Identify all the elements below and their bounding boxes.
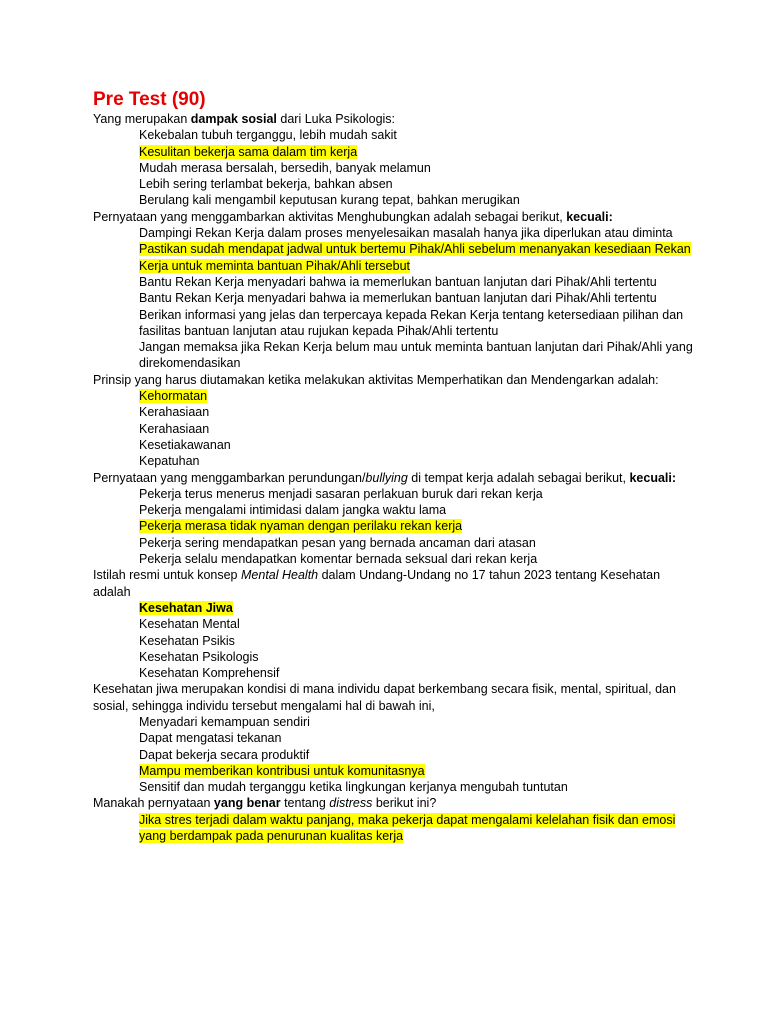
- question-2-options: [93, 225, 693, 372]
- question-7-options: [93, 812, 693, 845]
- question-text: Kesehatan jiwa merupakan kondisi di mana individu dapat berkembang secara fisik, mental, spiritual, dan sosial, sehingga individu tersebut mengalami hal di bawah ini,: [93, 682, 676, 713]
- option-item-answer: [139, 600, 693, 616]
- option-text: Berulang kali mengambil keputusan kurang tepat, bahkan merugikan: [139, 193, 520, 208]
- question-text: dari Luka Psikologis:: [276, 112, 396, 126]
- option-item: [139, 274, 693, 290]
- question-5-options: [93, 600, 693, 681]
- option-item-answer: [139, 388, 693, 404]
- question-5-text: [93, 567, 693, 600]
- option-item: [139, 649, 693, 665]
- question-text: Pernyataan yang menggambarkan aktivitas Menghubungkan adalah sebagai berikut,: [93, 209, 567, 224]
- question-1-text: [93, 111, 693, 127]
- option-text: Kerahasiaan: [139, 421, 210, 436]
- option-text-highlighted: Kesulitan bekerja sama dalam tim kerja: [139, 144, 358, 159]
- option-item: [139, 307, 693, 340]
- option-item: [139, 339, 693, 372]
- option-text: Jangan memaksa jika Rekan Kerja belum mau untuk meminta bantuan lanjutan dari Pihak/Ahli yang direkomendasikan: [139, 340, 693, 371]
- option-text: Kepatuhan: [139, 454, 200, 469]
- option-text: Sensitif dan mudah terganggu ketika lingkungan kerjanya mengubah tuntutan: [139, 780, 568, 795]
- option-item: [139, 551, 693, 567]
- option-text: Bantu Rekan Kerja menyadari bahwa ia memerlukan bantuan lanjutan dari Pihak/Ahli tertentu: [139, 291, 657, 306]
- question-emphasis: distress: [329, 796, 373, 811]
- question-text: Prinsip yang harus diutamakan ketika melakukan aktivitas Memperhatikan dan Mendengarkan adalah:: [93, 372, 659, 387]
- option-text: Pekerja terus menerus menjadi sasaran perlakuan buruk dari rekan kerja: [139, 486, 543, 501]
- option-text: Pekerja selalu mendapatkan komentar bernada seksual dari rekan kerja: [139, 552, 538, 567]
- option-item: [139, 486, 693, 502]
- question-6-options: [93, 714, 693, 795]
- question-text: Pernyataan yang menggambarkan perundungan/: [93, 470, 366, 485]
- option-text: Dapat bekerja secara produktif: [139, 747, 310, 762]
- question-emphasis: dampak sosial: [190, 112, 277, 126]
- option-item: [139, 730, 693, 746]
- question-text: Yang merupakan: [93, 112, 191, 126]
- option-item-answer: [139, 812, 693, 845]
- option-item-answer: [139, 763, 693, 779]
- question-text: Manakah pernyataan: [93, 796, 214, 811]
- option-text-highlighted: Mampu memberikan kontribusi untuk komunitasnya: [139, 763, 425, 778]
- option-item: [139, 290, 693, 306]
- option-item: [139, 747, 693, 763]
- option-item-answer: [139, 144, 693, 160]
- question-text: dalam Undang-Undang no 17 tahun 2023 tentang Kesehatan adalah: [93, 568, 661, 599]
- option-item: [139, 714, 693, 730]
- question-4-text: [93, 470, 693, 486]
- question-emphasis: Mental Health: [241, 568, 319, 583]
- question-7-text: [93, 795, 693, 811]
- option-text-highlighted: Kehormatan: [139, 389, 208, 404]
- option-text: Bantu Rekan Kerja menyadari bahwa ia memerlukan bantuan lanjutan dari Pihak/Ahli tertentu: [139, 274, 657, 289]
- option-text-highlighted: Pekerja merasa tidak nyaman dengan perilaku rekan kerja: [139, 519, 463, 534]
- option-item: [139, 437, 693, 453]
- option-text-highlighted: Pastikan sudah mendapat jadwal untuk bertemu Pihak/Ahli sebelum menanyakan kesediaan Rekan Kerja untuk meminta bantuan Pihak/Ahli tersebut: [139, 242, 691, 273]
- option-item: [139, 160, 693, 176]
- option-item: [139, 633, 693, 649]
- option-text: Pekerja mengalami intimidasi dalam jangka waktu lama: [139, 503, 447, 518]
- question-text: :: [608, 209, 613, 224]
- question-emphasis: bullying: [365, 470, 408, 485]
- option-text: Berikan informasi yang jelas dan terpercaya kepada Rekan Kerja tentang ketersediaan pilihan dan fasilitas bantuan lanjutan atau rujukan kepada Pihak/Ahli tertentu: [139, 307, 684, 338]
- question-text: di tempat kerja adalah sebagai berikut,: [407, 470, 630, 485]
- question-text: tentang: [280, 796, 330, 811]
- option-text: Kesetiakawanan: [139, 437, 231, 452]
- option-item: [139, 176, 693, 192]
- option-item: [139, 453, 693, 469]
- question-text: berikut ini?: [372, 796, 437, 811]
- option-item: [139, 665, 693, 681]
- option-text: Kesehatan Komprehensif: [139, 666, 280, 681]
- option-item: [139, 502, 693, 518]
- question-emphasis: kecuali:: [629, 470, 677, 485]
- option-text: Kerahasiaan: [139, 405, 210, 420]
- option-text-highlighted: Jika stres terjadi dalam waktu panjang, maka pekerja dapat mengalami kelelahan fisik dan emosi yang berdampak pada penurunan kualitas kerja: [139, 812, 676, 844]
- question-text: Istilah resmi untuk konsep: [93, 568, 241, 583]
- option-text: Kesehatan Mental: [139, 617, 240, 632]
- option-item-answer: [139, 518, 693, 534]
- option-item-answer: [139, 241, 693, 274]
- question-6-text: [93, 681, 693, 714]
- page-title: Pre Test (90): [93, 89, 206, 110]
- option-text: Pekerja sering mendapatkan pesan yang bernada ancaman dari atasan: [139, 535, 536, 550]
- option-item: [139, 404, 693, 420]
- question-emphasis: kecuali: [566, 209, 609, 224]
- option-text: Dapat mengatasi tekanan: [139, 731, 282, 746]
- option-item: [139, 535, 693, 551]
- question-3-text: [93, 372, 693, 388]
- option-item: [139, 421, 693, 437]
- option-item: [139, 779, 693, 795]
- option-text: Lebih sering terlambat bekerja, bahkan absen: [139, 177, 393, 192]
- option-text-highlighted: Kesehatan Jiwa: [139, 600, 233, 615]
- option-text: Menyadari kemampuan sendiri: [139, 714, 310, 729]
- option-text: Mudah merasa bersalah, bersedih, banyak melamun: [139, 160, 431, 175]
- question-1-options: [93, 127, 693, 208]
- option-item: [139, 225, 693, 241]
- option-text: Dampingi Rekan Kerja dalam proses menyelesaikan masalah hanya jika diperlukan atau diminta: [139, 226, 673, 241]
- question-3-options: [93, 388, 693, 469]
- question-emphasis: yang benar: [213, 796, 281, 811]
- option-item: [139, 192, 693, 208]
- option-text: Kekebalan tubuh terganggu, lebih mudah sakit: [139, 128, 397, 143]
- question-2-text: [93, 209, 693, 225]
- option-text: Kesehatan Psikologis: [139, 649, 259, 664]
- option-text: Kesehatan Psikis: [139, 633, 235, 648]
- option-item: [139, 127, 693, 143]
- question-4-options: [93, 486, 693, 567]
- option-item: [139, 616, 693, 632]
- question-list: [93, 111, 693, 844]
